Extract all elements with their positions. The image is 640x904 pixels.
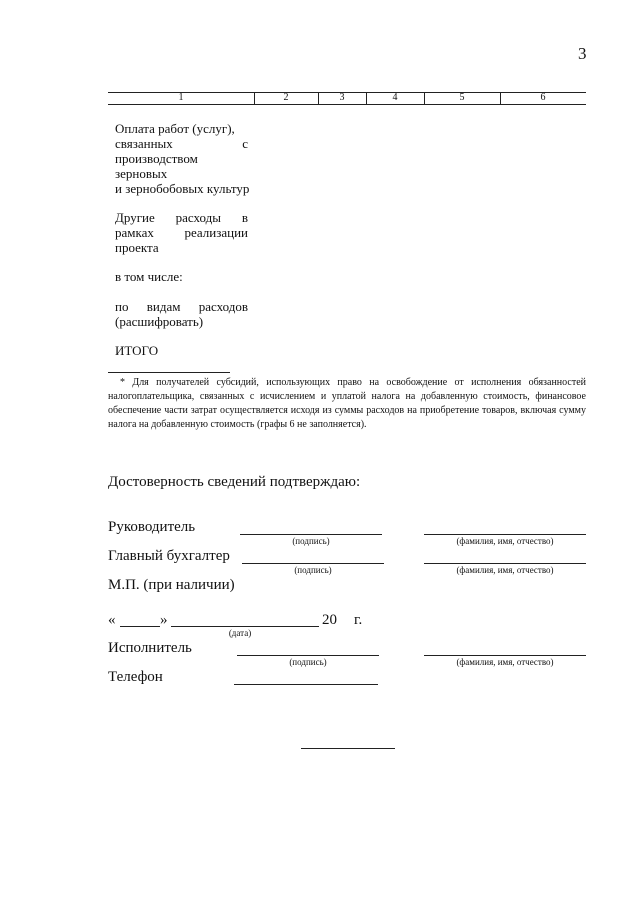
row-label-line: производством: [115, 151, 198, 166]
table-row-label: [115, 210, 248, 255]
column-number-1: 1: [178, 92, 184, 103]
seal-label: М.П. (при наличии): [108, 577, 235, 593]
footnote-separator: [108, 372, 230, 373]
footnote-text: * Для получателей субсидий, использующих право на освобождение от исполнения обязанностей налогоплательщика, связанных с исчислением и уплатой налога на добавленную стоимость, финансовое обеспечение части затрат осуществляется исходя из суммы расходов на приобретение товаров, включая сумму налога на добавленную стоимость (графы 6 не заполняется).: [108, 377, 586, 430]
signature-caption: (подпись): [292, 536, 330, 546]
row-label-line: рамках реализации: [115, 225, 248, 240]
row-label-line: Оплата работ (услуг),: [115, 121, 235, 136]
column-number-2: 2: [283, 92, 289, 103]
date-month-line[interactable]: [171, 626, 319, 627]
date-close-quote: »: [160, 612, 168, 628]
date-open-quote: «: [108, 612, 116, 628]
accountant-label: Главный бухгалтер: [108, 548, 230, 564]
table-row-label: [115, 269, 248, 284]
column-number-4: 4: [392, 92, 398, 103]
name-caption: (фамилия, имя, отчество): [456, 565, 554, 575]
name-caption: (фамилия, имя, отчество): [456, 657, 554, 667]
row-label-line: связанных с: [115, 136, 248, 151]
column-number-3: 3: [339, 92, 345, 103]
head-name-line[interactable]: [424, 534, 586, 535]
end-separator: [301, 748, 395, 749]
page-number: 3: [578, 44, 587, 63]
executor-signature-line[interactable]: [237, 655, 379, 656]
head-signature-line[interactable]: [240, 534, 382, 535]
signature-caption: (подпись): [294, 565, 332, 575]
head-label: Руководитель: [108, 519, 196, 535]
row-label-line: по видам расходов: [115, 299, 248, 314]
row-label-line: проекта: [115, 240, 159, 255]
phone-label: Телефон: [108, 669, 163, 685]
date-day-line[interactable]: [120, 626, 160, 627]
name-caption: (фамилия, имя, отчество): [456, 536, 554, 546]
table-header-bottom-border: [108, 104, 586, 105]
row-label-line: зерновых: [115, 166, 168, 181]
row-label-line: (расшифровать): [115, 314, 204, 329]
executor-label: Исполнитель: [108, 640, 192, 656]
date-year-prefix: 20: [322, 612, 337, 628]
column-number-6: 6: [540, 92, 546, 103]
table-row-label: [115, 299, 248, 329]
table-row-label: [115, 343, 248, 358]
row-label-line: в том числе:: [115, 269, 183, 284]
date-caption: (дата): [228, 628, 252, 638]
row-label-line: ИТОГО: [115, 343, 159, 358]
date-year-suffix: г.: [354, 612, 363, 628]
row-label-line: и зернобобовых культур: [115, 181, 250, 196]
column-number-5: 5: [459, 92, 465, 103]
phone-line[interactable]: [234, 684, 378, 685]
confirmation-statement: Достоверность сведений подтверждаю:: [108, 474, 361, 490]
table-row-label: [115, 121, 248, 196]
accountant-signature-line[interactable]: [242, 563, 384, 564]
signature-caption: (подпись): [289, 657, 327, 667]
row-label-line: Другие расходы в: [115, 210, 248, 225]
accountant-name-line[interactable]: [424, 563, 586, 564]
executor-name-line[interactable]: [424, 655, 586, 656]
